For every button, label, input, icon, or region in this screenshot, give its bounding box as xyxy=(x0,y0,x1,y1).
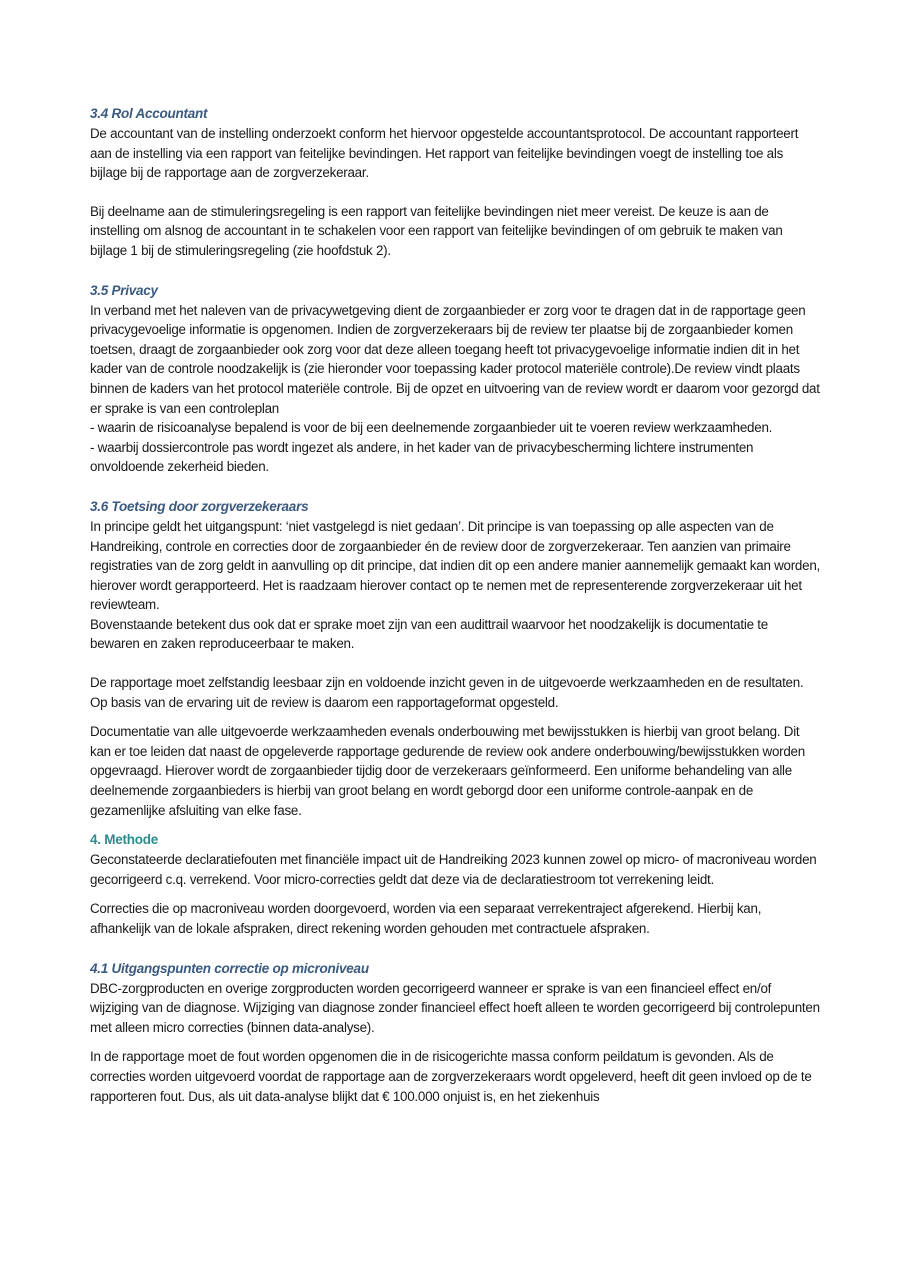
paragraph: Bij deelname aan de stimuleringsregeling is een rapport van feitelijke bevindingen niet meer vereist. De keuze is aan de instelling om alsnog de accountant in te schakelen voor een rapport van feitelijke bevindingen of om gebruik te maken van bijlage 1 bij de stimuleringsregeling (zie hoofdstuk 2). xyxy=(90,203,783,258)
section-heading-3-4: 3.4 Rol Accountant xyxy=(90,106,208,121)
paragraph: In de rapportage moet de fout worden opgenomen die in de risicogerichte massa conform peildatum is gevonden. Als de correcties worden uitgevoerd voordat de rapportage aan de zorgverzekeraars wordt opgeleverd, heeft dit geen invloed op de te rapporteren fout. Dus, als uit data-analyse blijkt dat € 100.000 onjuist is, en het ziekenhuis xyxy=(90,1049,812,1104)
paragraph: Correcties die op macroniveau worden doorgevoerd, worden via een separaat verrekentraject afgerekend. Hierbij kan, afhankelijk van de lokale afspraken, direct rekening worden gehouden met contractuele afspraken. xyxy=(90,901,762,936)
bullet-item: - waarbij dossiercontrole pas wordt ingezet als andere, in het kader van de privacybescherming lichtere instrumenten onvoldoende zekerheid bieden. xyxy=(90,439,754,475)
paragraph: In verband met het naleven van de privacywetgeving dient de zorgaanbieder er zorg voor te dragen dat in de rapportage geen privacygevoelige informatie is opgenomen. Indien de zorgverzekeraars bij de review ter plaatse bij de zorgaanbieder komen toetsen, draagt de zorgaanbieder ook zorg voor dat deze alleen toegang heeft tot privacygevoelige informatie indien dit in het kader van de controle noodzakelijk is (zie hieronder voor toepassing kader protocol materiële controle).De review vindt plaats binnen de kaders van het protocol materiële controle. Bij de opzet en uitvoering van de review wordt er daarom voor gezorgd dat er sprake is van een controleplan xyxy=(90,302,820,416)
section-heading-3-6: 3.6 Toetsing door zorgverzekeraars xyxy=(90,498,309,514)
bullet-item: - waarin de risicoanalyse bepalend is voor de bij een deelnemende zorgaanbieder uit te voeren review werkzaamheden. xyxy=(90,420,773,436)
paragraph: De rapportage moet zelfstandig leesbaar zijn en voldoende inzicht geven in de uitgevoerde werkzaamheden en de resultaten. Op basis van de ervaring uit de review is daarom een rapportageformat opgesteld. xyxy=(90,675,804,710)
document-page xyxy=(90,104,820,1106)
section-heading-4-1: 4.1 Uitgangspunten correctie op microniveau xyxy=(90,960,369,976)
paragraph: Geconstateerde declaratiefouten met financiële impact uit de Handreiking 2023 kunnen zowel op micro- of macroniveau worden gecorrigeerd c.q. verrekend. Voor micro-correcties geldt dat deze via de declaratiestroom tot verrekening leidt. xyxy=(90,852,817,887)
paragraph: De accountant van de instelling onderzoekt conform het hiervoor opgestelde accountantsprotocol. De accountant rapporteert aan de instelling via een rapport van feitelijke bevindingen. Het rapport van feitelijke bevindingen voegt de instelling toe als bijlage bij de rapportage aan de zorgverzekeraar. xyxy=(90,126,799,181)
paragraph: Bovenstaande betekent dus ook dat er sprake moet zijn van een audittrail waarvoor het noodzakelijk is documentatie te bewaren en zaken reproduceerbaar te maken. xyxy=(90,616,768,652)
paragraph: Documentatie van alle uitgevoerde werkzaamheden evenals onderbouwing met bewijsstukken is hierbij van groot belang. Dit kan er toe leiden dat naast de opgeleverde rapportage gedurende de review ook andere onderbouwing/bewijsstukken worden opgevraagd. Hierover wordt de zorgaanbieder tijdig door de verzekeraars geïnformeerd. Een uniforme behandeling van alle deelnemende zorgaanbieders is hierbij van groot belang en wordt geborgd door een uniforme controle-aanpak en de gezamenlijke afsluiting van elke fase. xyxy=(90,724,805,818)
paragraph: In principe geldt het uitgangspunt: ‘niet vastgelegd is niet gedaan’. Dit principe is van toepassing op alle aspecten van de Handreiking, controle en correcties door de zorgaanbieder én de review door de zorgverzekeraar. Ten aanzien van primaire registraties van de zorg geldt in aanvulling op dit principe, dat indien dit op een andere manier aannemelijk gemaakt kan worden, hierover wordt gerapporteerd. Het is raadzaam hierover contact op te nemen met de representerende zorgverzekeraar uit het reviewteam. xyxy=(90,518,820,613)
section-heading-3-5: 3.5 Privacy xyxy=(90,282,158,298)
paragraph: DBC-zorgproducten en overige zorgproducten worden gecorrigeerd wanneer er sprake is van een financieel effect en/of wijziging van de diagnose. Wijziging van diagnose zonder financieel effect hoeft alleen te worden gecorrigeerd bij controlepunten met alleen micro correcties (binnen data-analyse). xyxy=(90,980,820,1035)
section-heading-4: 4. Methode xyxy=(90,832,159,848)
